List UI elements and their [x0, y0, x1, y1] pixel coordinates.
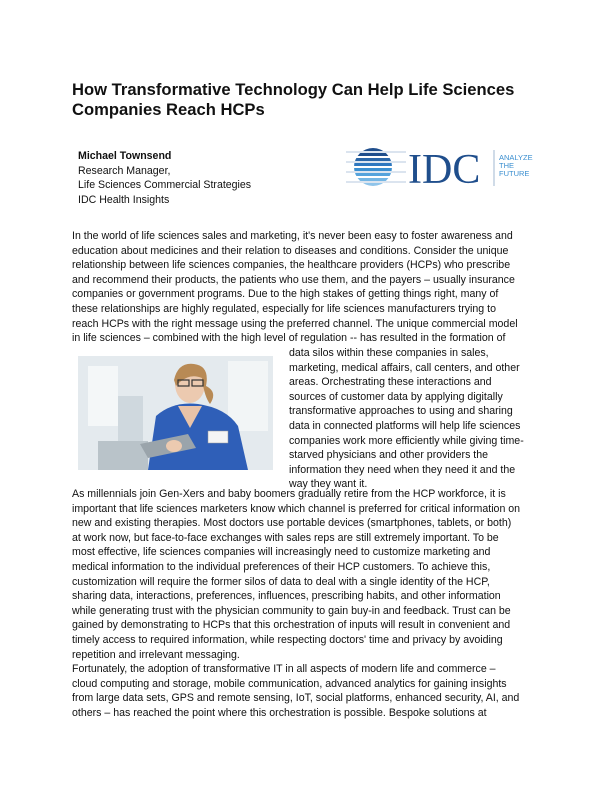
text-line: gained by demonstrating to HCPs that this orchestration of inputs will result in convenient and — [72, 619, 511, 632]
author-block — [78, 149, 251, 207]
paragraph-intro-wrap — [289, 346, 524, 492]
text-line: new and existing therapies. Most doctors use portable devices (smartphones, tablets, or both) — [72, 517, 512, 530]
text-line: in life sciences – combined with the high level of regulation -- has resulted in the formation of — [72, 332, 506, 345]
text-line: education about medicines and their relation to diseases and conditions. Consider the unique — [72, 244, 509, 257]
text-line: while generating trust with the physician community to gain buy-in and feedback. Trust can be — [72, 604, 511, 617]
title-line: Companies Reach HCPs — [72, 100, 265, 119]
logo-tagline: THE — [499, 161, 514, 170]
text-line: and recommend their products, the patients who use them, and the payers – usually insurance — [72, 273, 515, 286]
text-line: customization will require the former silos of data to deal with a single identity of the HCP, — [72, 575, 490, 588]
text-line: information they need when they need it and the — [289, 463, 516, 476]
text-line: timely access to required information, while respecting doctors' time and privacy by avoiding — [72, 633, 503, 646]
text-line: reach HCPs with the right message using the preferred channel. The unique commercial model — [72, 317, 518, 330]
text-line: important that life sciences marketers know which channel is preferred for critical information on — [72, 502, 521, 515]
text-line: Fortunately, the adoption of transformative IT in all aspects of modern life and commerce – — [72, 663, 496, 675]
text-line: most effective, life sciences companies will increasingly need to customize marketing and — [72, 546, 491, 559]
idc-logo — [346, 146, 541, 188]
paragraph-millennials — [72, 487, 520, 662]
text-line: data silos within these companies in sales, — [289, 347, 489, 359]
text-line: transformative approaches to using and sharing — [289, 405, 513, 418]
text-line: marketing, medical affairs, call centers, and other — [289, 361, 520, 374]
text-line: starved physicians and other providers the — [289, 449, 489, 462]
text-line: As millennials join Gen-Xers and baby boomers gradually retire from the HCP workforce, it is — [72, 488, 506, 500]
author-name: Michael Townsend — [78, 150, 172, 162]
nurse-with-tablet-photo — [78, 356, 273, 470]
text-line: data in connected platforms will help life sciences — [289, 419, 521, 432]
text-line: from large data sets, GPS and remote sensing, IoT, social platforms, enhanced security, AI, and — [72, 692, 520, 705]
text-line: others – has reached the point where this orchestration is possible. Bespoke solutions at — [72, 706, 487, 719]
paragraph-intro — [72, 229, 518, 346]
text-line: these relationships are highly regulated, especially for life sciences manufacturers trying to — [72, 302, 496, 315]
logo-wordmark: IDC — [408, 147, 481, 188]
text-line: at work now, but face-to-face exchanges with sales reps are still extremely important. To be — [72, 531, 499, 544]
page-title — [72, 80, 542, 120]
text-line: way they want it. — [289, 478, 368, 491]
text-line: cloud computing and storage, mobile communication, advanced analytics for gaining insights — [72, 677, 507, 690]
text-line: sources of customer data by applying digitally — [289, 390, 503, 403]
text-line: repetition and irrelevant messaging. — [72, 648, 240, 661]
title-line: How Transformative Technology Can Help Life Sciences — [72, 80, 515, 99]
text-line: medical information to the individual preferences of their HCP customers. To achieve this, — [72, 560, 491, 573]
text-line: In the world of life sciences sales and marketing, it's never been easy to foster awareness and — [72, 230, 513, 242]
paragraph-transformative-it — [72, 662, 519, 720]
logo-tagline: ANALYZE — [499, 153, 533, 162]
author-role: Research Manager, — [78, 164, 171, 177]
text-line: sharing data, interactions, preferences, influences, prescribing habits, and other information — [72, 590, 501, 603]
text-line: companies or government programs. Due to the high stakes of getting things right, many of — [72, 288, 499, 301]
text-line: relationship between life sciences companies, the healthcare providers (HCPs) who prescribe — [72, 259, 511, 272]
text-line: companies work more efficiently while giving time- — [289, 434, 524, 447]
logo-tagline: FUTURE — [499, 169, 530, 178]
author-org: IDC Health Insights — [78, 193, 170, 206]
idc-globe-icon — [346, 146, 541, 188]
text-line: areas. Orchestrating these interactions and — [289, 376, 492, 389]
author-dept: Life Sciences Commercial Strategies — [78, 179, 252, 191]
